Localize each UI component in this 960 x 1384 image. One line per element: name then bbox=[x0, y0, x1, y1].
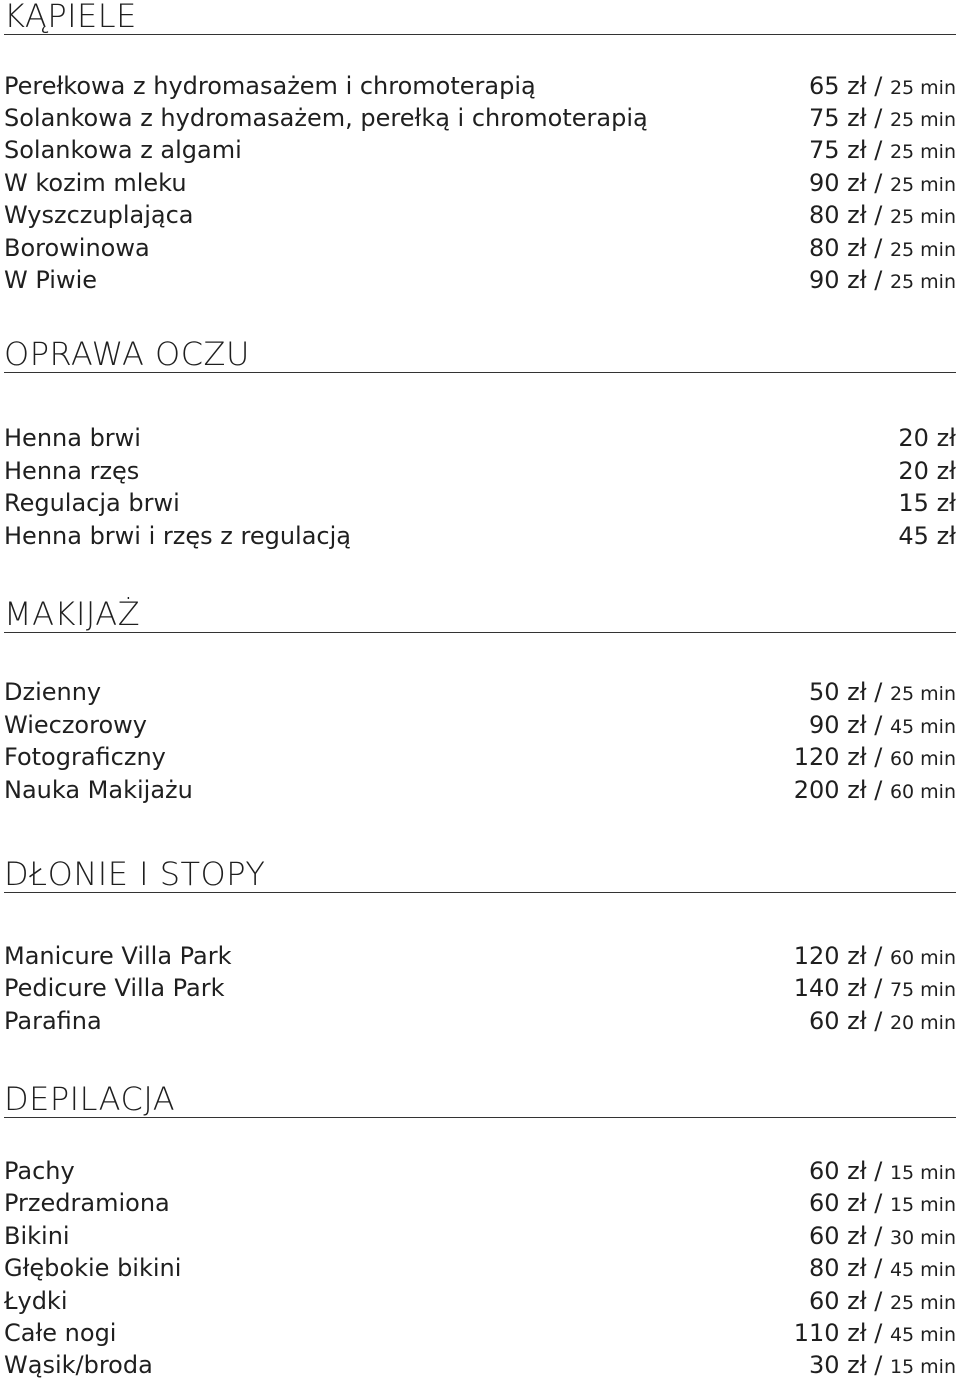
duration-value: 20 min bbox=[889, 1012, 956, 1034]
item-name: Solankowa z hydromasażem, perełką i chromoterapią bbox=[4, 104, 648, 132]
section-kapiele bbox=[4, 0, 956, 300]
item-price: 75 zł / 25 min bbox=[809, 136, 956, 164]
item-price: 50 zł / 25 min bbox=[809, 678, 956, 706]
list-item bbox=[4, 70, 956, 102]
duration-value: 60 min bbox=[889, 781, 956, 803]
price-value: 20 zł bbox=[898, 457, 956, 485]
price-value: 110 zł bbox=[793, 1319, 867, 1347]
item-name: Solankowa z algami bbox=[4, 136, 242, 164]
item-price: 200 zł / 60 min bbox=[793, 776, 956, 804]
item-name: Henna rzęs bbox=[4, 457, 140, 485]
section-title: OPRAWA OCZU bbox=[4, 335, 250, 373]
price-value: 200 zł bbox=[793, 776, 867, 804]
duration-value: 45 min bbox=[889, 1259, 956, 1281]
duration-value: 25 min bbox=[889, 683, 956, 705]
section-divider bbox=[4, 372, 956, 373]
item-name: Łydki bbox=[4, 1287, 68, 1315]
section-makijaz bbox=[4, 595, 956, 808]
list-item bbox=[4, 167, 956, 199]
duration-value: 15 min bbox=[889, 1194, 956, 1216]
item-name: Regulacja brwi bbox=[4, 489, 180, 517]
item-price: 80 zł / 25 min bbox=[809, 234, 956, 262]
item-name: Perełkowa z hydromasażem i chromoterapią bbox=[4, 72, 536, 100]
duration-value: 25 min bbox=[889, 1292, 956, 1314]
price-value: 50 zł bbox=[809, 678, 867, 706]
price-value: 20 zł bbox=[898, 424, 956, 452]
list-item bbox=[4, 774, 956, 806]
item-price: 60 zł / 25 min bbox=[809, 1287, 956, 1315]
duration-value: 25 min bbox=[889, 109, 956, 131]
section-oprawa-oczu bbox=[4, 335, 956, 558]
price-value: 80 zł bbox=[809, 1254, 867, 1282]
duration-value: 15 min bbox=[889, 1356, 956, 1378]
price-value: 90 zł bbox=[809, 169, 867, 197]
list-item bbox=[4, 1252, 956, 1284]
section-depilacja bbox=[4, 1080, 956, 1383]
price-value: 60 zł bbox=[809, 1222, 867, 1250]
list-item bbox=[4, 1155, 956, 1187]
duration-value: 60 min bbox=[889, 947, 956, 969]
list-item bbox=[4, 940, 956, 972]
section-dlonie-i-stopy bbox=[4, 855, 956, 1038]
duration-value: 25 min bbox=[889, 174, 956, 196]
duration-value: 25 min bbox=[889, 239, 956, 261]
item-name: Wyszczuplająca bbox=[4, 201, 194, 229]
price-value: 75 zł bbox=[809, 104, 867, 132]
section-divider bbox=[4, 1117, 956, 1118]
list-item bbox=[4, 520, 956, 552]
duration-value: 75 min bbox=[889, 979, 956, 1001]
list-item bbox=[4, 134, 956, 166]
item-price: 30 zł / 15 min bbox=[809, 1351, 956, 1379]
list-item bbox=[4, 972, 956, 1004]
list-item bbox=[4, 1285, 956, 1317]
price-value: 80 zł bbox=[809, 234, 867, 262]
item-name: Całe nogi bbox=[4, 1319, 117, 1347]
price-value: 60 zł bbox=[809, 1287, 867, 1315]
item-name: Pedicure Villa Park bbox=[4, 974, 225, 1002]
list-item bbox=[4, 199, 956, 231]
item-price: 90 zł / 45 min bbox=[809, 711, 956, 739]
item-name: Manicure Villa Park bbox=[4, 942, 232, 970]
item-price: 90 zł / 25 min bbox=[809, 266, 956, 294]
item-price: 60 zł / 15 min bbox=[809, 1157, 956, 1185]
item-name: Parafina bbox=[4, 1007, 102, 1035]
price-value: 90 zł bbox=[809, 266, 867, 294]
price-value: 15 zł bbox=[898, 489, 956, 517]
list-item bbox=[4, 1220, 956, 1252]
price-value: 30 zł bbox=[809, 1351, 867, 1379]
list-item bbox=[4, 487, 956, 519]
duration-value: 25 min bbox=[889, 141, 956, 163]
item-price: 80 zł / 25 min bbox=[809, 201, 956, 229]
item-name: W Piwie bbox=[4, 266, 98, 294]
duration-value: 45 min bbox=[889, 716, 956, 738]
price-value: 120 zł bbox=[793, 942, 867, 970]
price-value: 80 zł bbox=[809, 201, 867, 229]
list-item bbox=[4, 1005, 956, 1037]
duration-value: 30 min bbox=[889, 1227, 956, 1249]
section-title: KĄPIELE bbox=[4, 0, 137, 35]
duration-value: 25 min bbox=[889, 271, 956, 293]
price-value: 60 zł bbox=[809, 1007, 867, 1035]
section-title: MAKIJAŻ bbox=[4, 595, 141, 633]
item-name: Pachy bbox=[4, 1157, 75, 1185]
price-value: 60 zł bbox=[809, 1157, 867, 1185]
item-name: Henna brwi bbox=[4, 424, 141, 452]
item-name: Wieczorowy bbox=[4, 711, 147, 739]
item-name: Fotograficzny bbox=[4, 743, 166, 771]
item-name: Borowinowa bbox=[4, 234, 150, 262]
list-item bbox=[4, 1349, 956, 1381]
price-value: 120 zł bbox=[793, 743, 867, 771]
item-name: Głębokie bikini bbox=[4, 1254, 182, 1282]
list-item bbox=[4, 264, 956, 296]
duration-value: 60 min bbox=[889, 748, 956, 770]
item-price: 90 zł / 25 min bbox=[809, 169, 956, 197]
item-name: Wąsik/broda bbox=[4, 1351, 153, 1379]
item-price: 140 zł / 75 min bbox=[793, 974, 956, 1002]
duration-value: 15 min bbox=[889, 1162, 956, 1184]
item-name: Dzienny bbox=[4, 678, 102, 706]
item-price: 60 zł / 30 min bbox=[809, 1222, 956, 1250]
list-item bbox=[4, 455, 956, 487]
item-price: 60 zł / 20 min bbox=[809, 1007, 956, 1035]
section-title: DEPILACJA bbox=[4, 1080, 176, 1118]
item-name: Henna brwi i rzęs z regulacją bbox=[4, 522, 351, 550]
item-price: 75 zł / 25 min bbox=[809, 104, 956, 132]
item-price: 80 zł / 45 min bbox=[809, 1254, 956, 1282]
duration-value: 25 min bbox=[889, 206, 956, 228]
item-price: 110 zł / 45 min bbox=[793, 1319, 956, 1347]
item-price: 60 zł / 15 min bbox=[809, 1189, 956, 1217]
duration-value: 25 min bbox=[889, 77, 956, 99]
price-value: 65 zł bbox=[809, 72, 867, 100]
item-name: Nauka Makijażu bbox=[4, 776, 193, 804]
item-name: Bikini bbox=[4, 1222, 70, 1250]
price-value: 90 zł bbox=[809, 711, 867, 739]
item-price: 120 zł / 60 min bbox=[793, 743, 956, 771]
duration-value: 45 min bbox=[889, 1324, 956, 1346]
item-price: 65 zł / 25 min bbox=[809, 72, 956, 100]
section-divider bbox=[4, 34, 956, 35]
list-item bbox=[4, 232, 956, 264]
list-item bbox=[4, 102, 956, 134]
price-value: 75 zł bbox=[809, 136, 867, 164]
section-title: DŁONIE I STOPY bbox=[4, 855, 266, 893]
list-item bbox=[4, 676, 956, 708]
price-value: 45 zł bbox=[898, 522, 956, 550]
list-item bbox=[4, 709, 956, 741]
price-value: 60 zł bbox=[809, 1189, 867, 1217]
price-value: 140 zł bbox=[793, 974, 867, 1002]
list-item bbox=[4, 422, 956, 454]
section-divider bbox=[4, 632, 956, 633]
list-item bbox=[4, 741, 956, 773]
item-name: W kozim mleku bbox=[4, 169, 187, 197]
list-item bbox=[4, 1317, 956, 1349]
item-name: Przedramiona bbox=[4, 1189, 170, 1217]
list-item bbox=[4, 1187, 956, 1219]
item-price: 120 zł / 60 min bbox=[793, 942, 956, 970]
section-divider bbox=[4, 892, 956, 893]
